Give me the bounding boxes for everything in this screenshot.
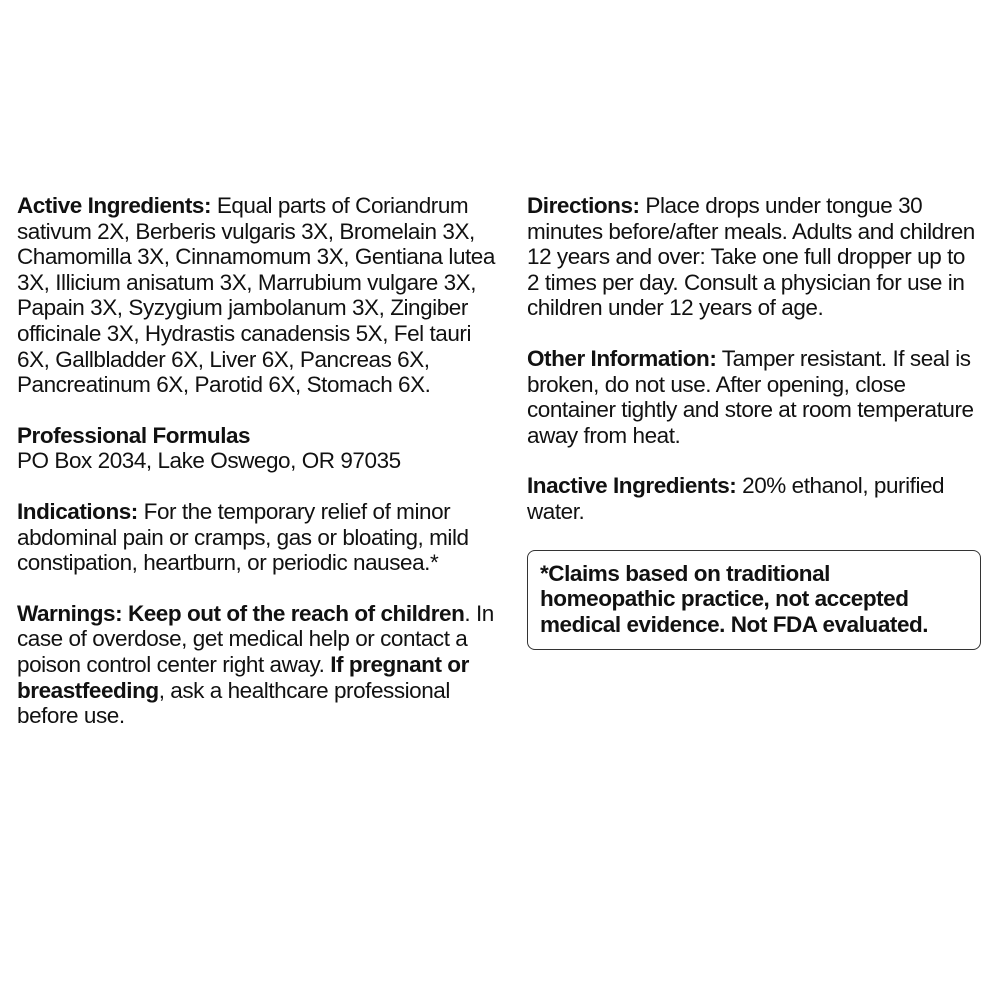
manufacturer-address: PO Box 2034, Lake Oswego, OR 97035 — [17, 448, 401, 474]
other-information-section — [527, 346, 977, 448]
warnings-section — [17, 601, 497, 729]
directions-paragraph — [527, 193, 977, 321]
manufacturer-section — [17, 423, 497, 474]
claims-notice-box — [527, 550, 981, 651]
inactive-ingredients-section — [527, 473, 977, 524]
inactive-ingredients-heading: Inactive Ingredients: — [527, 473, 737, 499]
manufacturer-name: Professional Formulas — [17, 422, 251, 448]
warnings-heading: Warnings: — [17, 600, 123, 626]
other-information-paragraph — [527, 346, 977, 448]
claims-notice-text: *Claims based on traditional homeopathic practice, not accepted medical evidence. Not FDA evaluated. — [540, 560, 929, 637]
active-ingredients-heading: Active Ingredients: — [17, 193, 211, 218]
warnings-overdose-text: . In case of overdose, get medical help or contact a poison control center right away. — [17, 600, 494, 677]
active-ingredients-section — [17, 193, 497, 398]
active-ingredients-paragraph — [17, 193, 497, 398]
directions-section — [527, 193, 977, 321]
inactive-ingredients-text: 20% ethanol, purified water. — [527, 473, 945, 524]
indications-text: For the temporary relief of minor abdominal pain or cramps, gas or bloating, mild constipation, heartburn, or periodic nausea.* — [17, 498, 469, 576]
indications-heading: Indications: — [17, 498, 138, 524]
warnings-keep-out-of-reach: Keep out of the reach of children — [127, 600, 465, 626]
directions-text: Place drops under tongue 30 minutes before/after meals. Adults and children 12 years and over: Take one full dropper up to 2 times per day. Consult a physician for use in children under 12 years of age. — [527, 193, 975, 321]
indications-section — [17, 499, 497, 576]
directions-heading: Directions: — [527, 193, 640, 218]
indications-paragraph — [17, 499, 497, 576]
left-column — [17, 193, 497, 754]
warnings-paragraph — [17, 601, 497, 729]
warnings-pregnant: If pregnant or breastfeeding — [17, 651, 469, 703]
other-information-text: Tamper resistant. If seal is broken, do not use. After opening, close container tightly and store at room temperature away from heat. — [527, 345, 974, 448]
inactive-ingredients-paragraph — [527, 473, 977, 524]
other-information-heading: Other Information: — [527, 345, 717, 371]
right-column — [527, 193, 977, 650]
active-ingredients-text: Equal parts of Coriandrum sativum 2X, Berberis vulgaris 3X, Bromelain 3X, Chamomilla 3X, Cinnamomum 3X, Gentiana lutea 3X, Illicium anisatum 3X, Marrubium vulgare 3X, Papain 3X, Syzygium jambolanum 3X, Zingiber officinale 3X, Hydrastis canadensis 5X, Fel tauri 6X, Gallbladder 6X, Liver 6X, Pancreas 6X, Pancreatinum 6X, Parotid 6X, Stomach 6X. — [17, 193, 495, 398]
warnings-professional-text: , ask a healthcare professional before use. — [17, 677, 450, 729]
